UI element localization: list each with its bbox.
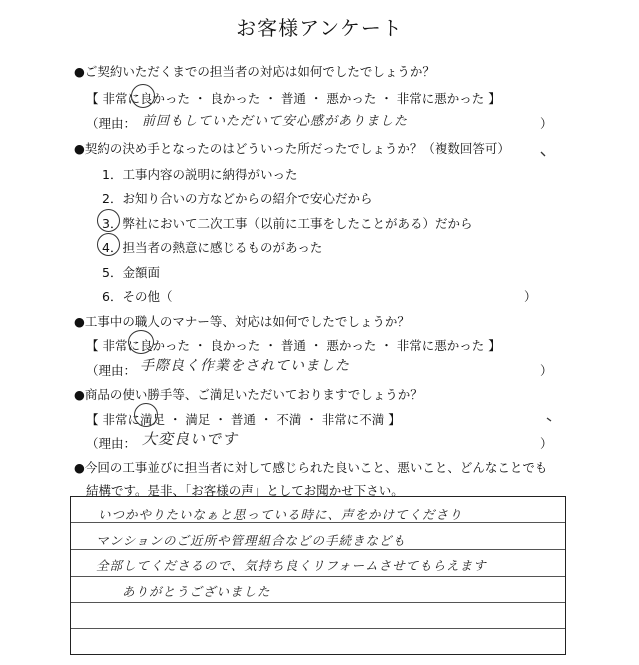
q1-options: 【 非常に良かった ・ 良かった ・ 普通 ・ 悪かった ・ 非常に悪かった 】	[86, 91, 501, 106]
q2-item-3-circle	[97, 209, 120, 232]
q4-options: 【 非常に満足 ・ 満足 ・ 普通 ・ 不満 ・ 非常に不満 】	[86, 412, 401, 427]
q2-other-close: ）	[524, 289, 537, 304]
ruled-line	[71, 576, 565, 577]
q1-selection-circle	[131, 84, 155, 108]
q2-item-3: 3．弊社において二次工事（以前に工事をしたことがある）だから	[102, 216, 473, 231]
survey-title: お客様アンケート	[236, 16, 403, 40]
comment-line-3: 全部してくださるので、気持ち良くリフォームさせてもらえます	[96, 558, 487, 573]
q4-question: ●商品の使い勝手等、ご満足いただいておりますでしょうか？	[74, 387, 423, 402]
q3-options: 【 非常に良かった ・ 良かった ・ 普通 ・ 悪かった ・ 非常に悪かった 】	[86, 338, 501, 353]
q2-item-6: 6．その他（	[102, 289, 173, 304]
q2-item-5: 5．金額面	[102, 265, 160, 280]
ruled-line	[71, 602, 565, 603]
q2-item-2: 2．お知り合いの方などからの紹介で安心だから	[102, 191, 373, 206]
q1-reason-answer: 前回もしていただいて安心感がありました	[142, 114, 409, 129]
q3-reason-close: ）	[540, 363, 553, 378]
q4-reason-label: （理由：	[86, 436, 137, 451]
ruled-line	[71, 628, 565, 629]
q2-question: ●契約の決め手となったのはどういった所だったでしょうか？（複数回答可）	[74, 141, 510, 156]
q1-reason-label: （理由：	[86, 116, 137, 131]
q1-question: ●ご契約いただくまでの担当者の対応は如何でしたでしょうか？	[74, 64, 435, 79]
q2-item-1: 1．工事内容の説明に納得がいった	[102, 167, 298, 182]
q4-reason-close: ）	[540, 436, 553, 451]
stray-pen-mark	[540, 150, 550, 160]
q3-reason-answer: 手際良く作業をされていました	[140, 358, 350, 374]
comment-line-2: マンションのご近所や管理組合などの手続きなども	[96, 533, 406, 548]
q5-question-line1: ●今回の工事並びに担当者に対して感じられた良いこと、悪いこと、どんなことでも	[74, 460, 548, 475]
q4-selection-circle	[134, 403, 158, 427]
q2-item-4: 4．担当者の熱意に感じるものがあった	[102, 240, 323, 255]
q3-selection-circle	[128, 330, 154, 354]
q2-item-4-circle	[97, 233, 120, 256]
q5-question-line2: 結構です。是非、「お客様の声」としてお聞かせ下さい。	[86, 483, 404, 498]
q3-question: ●工事中の職人のマナー等、対応は如何でしたでしょうか？	[74, 314, 410, 329]
q1-reason-close: ）	[540, 116, 553, 131]
ruled-line	[71, 549, 565, 550]
stray-pen-mark	[546, 416, 556, 426]
comment-line-1: いつかやりたいなぁと思っている時に、声をかけてくださり	[98, 507, 463, 522]
comment-line-4: ありがとうございました	[122, 584, 271, 599]
q3-reason-label: （理由：	[86, 363, 137, 378]
q4-reason-answer: 大変良いです	[142, 430, 239, 448]
